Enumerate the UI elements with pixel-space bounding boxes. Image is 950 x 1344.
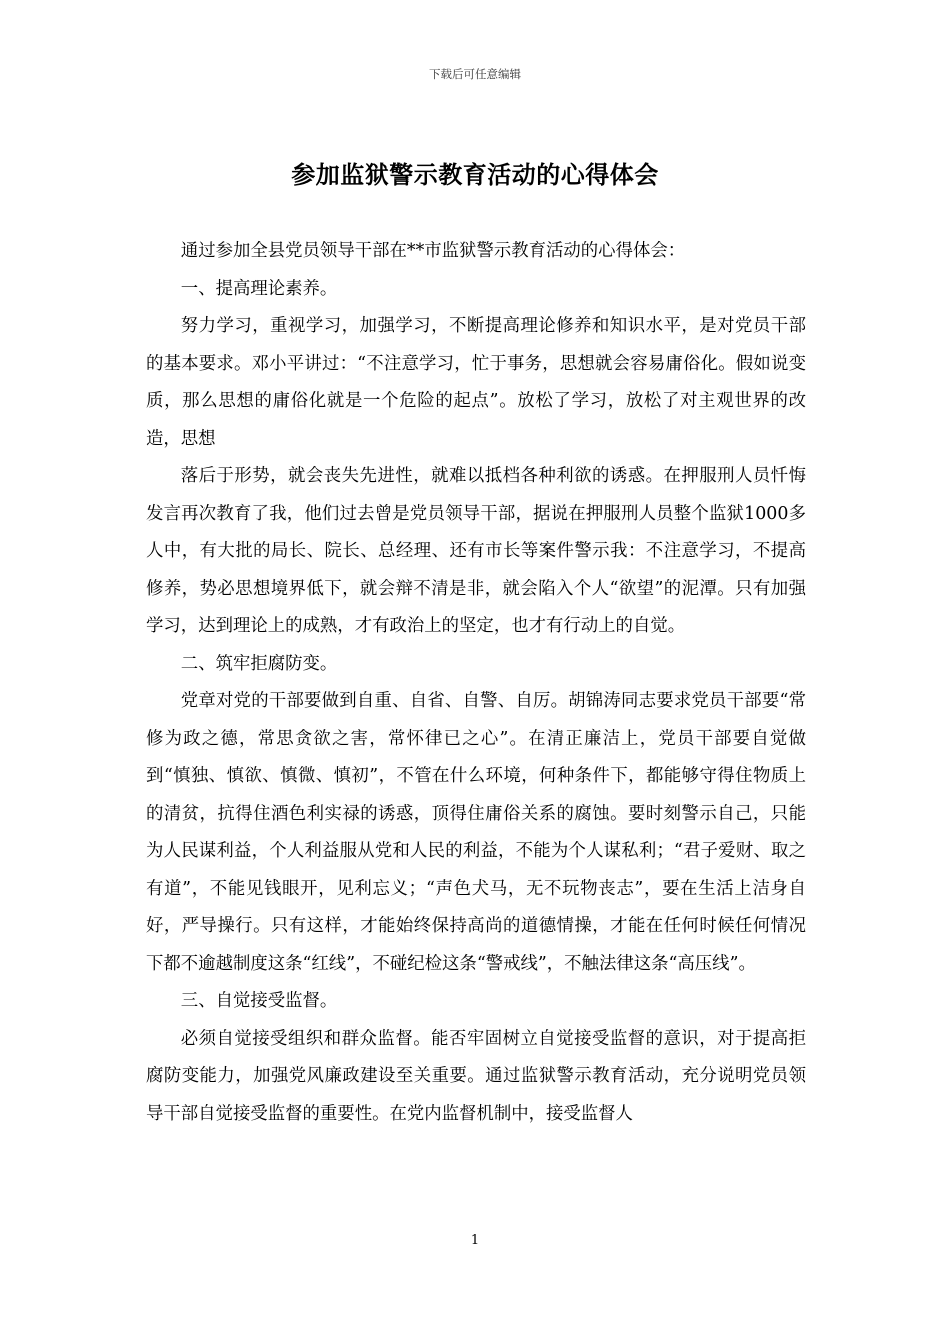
document-title: 参加监狱警示教育活动的心得体会: [291, 160, 659, 189]
body-paragraph: 党章对党的干部要做到自重、自省、自警、自厉。胡锦涛同志要求党员干部要“常修为政之德，常思贪欲之害，常怀律已之心”。在清正廉洁上，党员干部要自觉做到“慎独、慎欲、慎微、慎初”，不管在什么环境，何种条件下，都能够守得住物质上的清贫，抗得住酒色利实禄的诱惑，顶得住庸俗关系的腐蚀。要时刻警示自己，只能为人民谋利益，个人利益服从党和人民的利益，不能为个人谋私利；“君子爱财、取之有道”，不能见钱眼开，见利忘义；“声色犬马，无不玩物丧志”，要在生活上洁身自好，严导操行。只有这样，才能始终保持高尚的道德情操，才能在任何时候任何情况下都不逾越制度这条“红线”，不碰纪检这条“警戒线”，不触法律这条“高压线”。: [146, 691, 806, 974]
section-heading-3: 三、自觉接受监督。: [180, 991, 338, 1011]
document-body: [146, 233, 806, 1133]
page-number: 1: [470, 1233, 480, 1248]
body-paragraph: 努力学习，重视学习，加强学习，不断提高理论修养和知识水平，是对党员干部的基本要求。邓小平讲过：“不注意学习，忙于事务，思想就会容易庸俗化。假如说变质，那么思想的庸俗化就是一个危险的起点”。放松了学习，放松了对主观世界的改造，思想: [146, 316, 806, 449]
intro-paragraph: 通过参加全县党员领导干部在**市监狱警示教育活动的心得体会：: [180, 241, 686, 261]
header-note: 下载后可任意编辑: [429, 67, 521, 81]
section-heading-1: 一、提高理论素养。: [180, 278, 338, 299]
body-paragraph: 必须自觉接受组织和群众监督。能否牢固树立自觉接受监督的意识，对于提高拒腐防变能力，加强党风廉政建设至关重要。通过监狱警示教育活动，充分说明党员领导干部自觉接受监督的重要性。在党内监督机制中，接受监督人: [146, 1028, 806, 1124]
section-heading-2: 二、筑牢拒腐防变。: [180, 653, 338, 674]
body-paragraph: 落后于形势，就会丧失先进性，就难以抵档各种利欲的诱惑。在押服刑人员忏悔发言再次教育了我，他们过去曾是党员领导干部，据说在押服刑人员整个监狱1000多人中，有大批的局长、院长、总经理、还有市长等案件警示我：不注意学习，不提高修养，势必思想境界低下，就会辩不清是非，就会陷入个人“欲望”的泥潭。只有加强学习，达到理论上的成熟，才有政治上的坚定，也才有行动上的自觉。: [146, 466, 806, 636]
